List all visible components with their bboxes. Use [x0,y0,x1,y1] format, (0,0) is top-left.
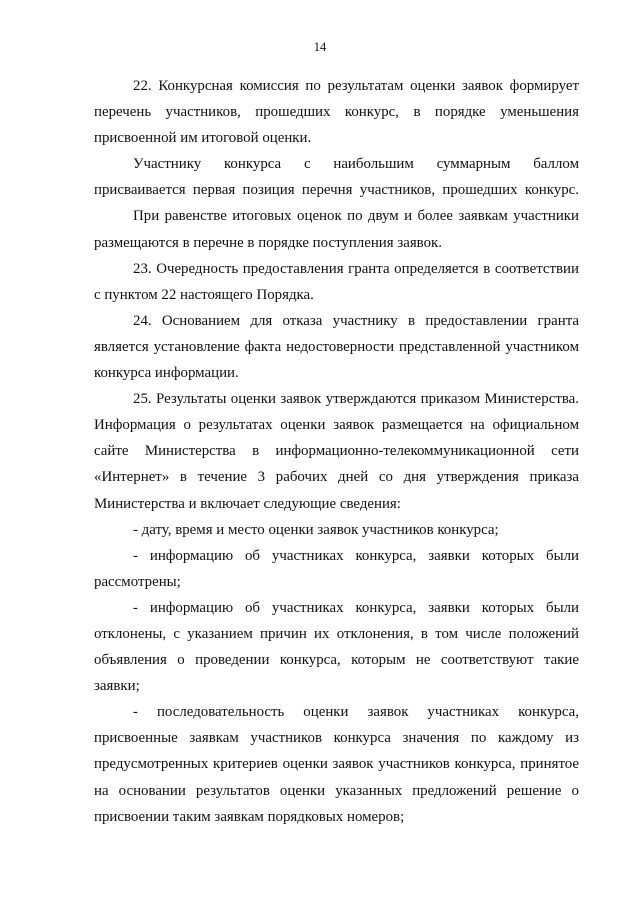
text-line: присваивается первая позиция перечня участников, прошедших конкурс. [94,182,579,199]
text-line: - дату, время и место оценки заявок участников конкурса; [133,521,499,538]
text-line: конкурса информации. [94,365,239,382]
text-line: сайте Министерства в информационно-телекоммуникационной сети [94,443,579,460]
list-item-evaluation-sequence [94,699,579,829]
text-line: заявки; [94,678,140,695]
text-line: Информация о результатах оценки заявок размещается на официальном [94,417,579,434]
text-line: является установление факта недостоверности представленной участником [94,338,579,355]
paragraph-22-ranking [94,73,579,151]
text-line: с пунктом 22 настоящего Порядка. [94,286,314,303]
text-line: предусмотренных критериев оценки заявок участников конкурса, принятое [94,756,579,773]
text-line: 24. Основанием для отказа участнику в предоставлении гранта [133,312,579,329]
text-line: - информацию об участниках конкурса, заявки которых были [133,547,579,564]
text-line: 25. Результаты оценки заявок утверждаются приказом Министерства. [133,391,579,408]
text-line: Министерства и включает следующие сведения: [94,495,401,512]
text-line: 23. Очередность предоставления гранта определяется в соответствии [133,260,579,277]
text-line: на основании результатов оценки указанных предложений решение о [94,782,579,799]
paragraph-first-position [94,151,579,203]
text-line: объявления о проведении конкурса, которым не соответствуют такие [94,652,579,669]
text-line: - последовательность оценки заявок участниках конкурса, [133,704,579,721]
text-line: 22. Конкурсная комиссия по результатам оценки заявок формирует [133,78,579,94]
text-line: Участнику конкурса с наибольшим суммарным баллом [133,156,579,173]
text-line: присвоении таким заявкам порядковых номеров; [94,808,405,825]
list-item-reviewed-participants [94,543,579,595]
list-item-date-time-place [94,517,579,543]
text-line: перечень участников, прошедших конкурс, в порядке уменьшения [94,104,579,121]
text-line: «Интернет» в течение 3 рабочих дней со дня утверждения приказа [94,469,579,486]
page-number: 14 [313,40,327,54]
paragraph-equal-scores [94,203,579,255]
text-line: присвоенные заявкам участников конкурса значения по каждому из [94,730,579,747]
document-body [94,73,579,830]
list-item-rejected-participants [94,595,579,699]
text-line: размещаются в перечне в порядке поступления заявок. [94,234,443,251]
text-line: При равенстве итоговых оценок по двум и более заявкам участники [133,208,579,225]
paragraph-24-refusal [94,308,579,386]
paragraph-23-order [94,256,579,308]
text-line: - информацию об участниках конкурса, заявки которых были [133,599,579,616]
text-line: рассмотрены; [94,573,181,590]
paragraph-25-results [94,386,579,516]
text-line: отклонены, с указанием причин их отклонения, в том числе положений [94,625,579,642]
text-line: присвоенной им итоговой оценки. [94,130,312,147]
